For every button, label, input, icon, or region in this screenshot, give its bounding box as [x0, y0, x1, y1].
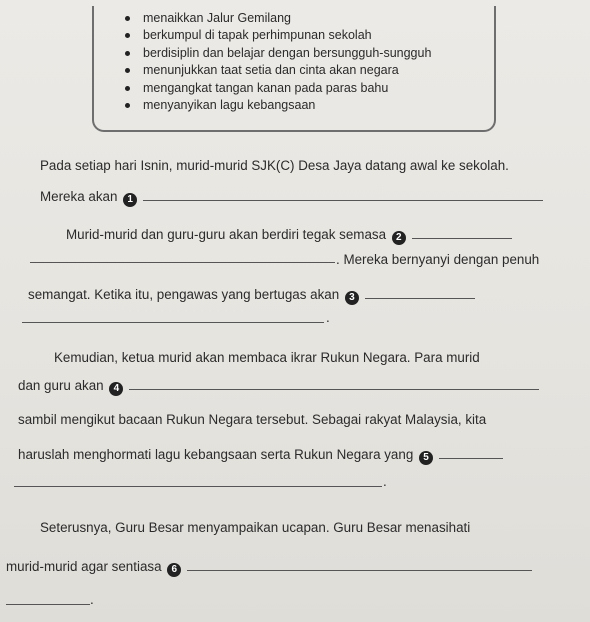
word-bank-item: menunjukkan taat setia dan cinta akan negara [143, 62, 431, 79]
word-bank-item: menyanyikan lagu kebangsaan [143, 97, 431, 114]
passage-text: murid-murid agar sentiasa [6, 559, 162, 574]
answer-blank-6[interactable] [187, 558, 532, 571]
passage-text: semangat. Ketika itu, pengawas yang bertugas akan [28, 287, 340, 302]
answer-blank-4[interactable] [129, 377, 539, 390]
passage-text: dan guru akan [18, 378, 104, 393]
passage-line: . Mereka bernyanyi dengan penuh [336, 252, 540, 267]
answer-blank-2-continued[interactable] [30, 262, 335, 263]
answer-blank-2[interactable] [412, 226, 512, 239]
passage-line: Kemudian, ketua murid akan membaca ikrar Rukun Negara. Para murid [54, 350, 480, 365]
passage-line [40, 188, 543, 207]
passage-line: Seterusnya, Guru Besar menyampaikan ucapan. Guru Besar menasihati [40, 520, 471, 535]
answer-blank-5[interactable] [439, 446, 503, 459]
answer-blank-5-continued[interactable] [14, 486, 382, 487]
passage-line [28, 286, 475, 305]
word-bank-item: berkumpul di tapak perhimpunan sekolah [143, 27, 431, 44]
word-bank-item: mengangkat tangan kanan pada paras bahu [143, 80, 431, 97]
passage-text: haruslah menghormati lagu kebangsaan serta Rukun Negara yang [18, 447, 414, 462]
passage-text: Mereka akan [40, 189, 118, 204]
word-bank-item: berdisiplin dan belajar dengan bersungguh-sungguh [143, 45, 431, 62]
answer-blank-3-continued[interactable] [22, 322, 324, 323]
blank-number-4: 4 [109, 382, 123, 396]
word-bank-list [143, 10, 431, 114]
passage-line: Pada setiap hari Isnin, murid-murid SJK(C) Desa Jaya datang awal ke sekolah. [40, 158, 509, 173]
answer-blank-1[interactable] [143, 188, 543, 201]
passage-line [6, 558, 532, 577]
blank-number-6: 6 [167, 563, 181, 577]
passage-line: sambil mengikut bacaan Rukun Negara tersebut. Sebagai rakyat Malaysia, kita [18, 412, 487, 427]
passage-end: . [383, 474, 387, 489]
passage-line [18, 377, 539, 396]
passage-line [18, 446, 503, 465]
answer-blank-3[interactable] [365, 286, 475, 299]
passage-line [66, 226, 512, 245]
passage-end: . [326, 310, 330, 325]
blank-number-5: 5 [419, 451, 433, 465]
passage-text: Murid-murid dan guru-guru akan berdiri tegak semasa [66, 227, 387, 242]
blank-number-1: 1 [123, 193, 137, 207]
passage-end: . [90, 592, 94, 607]
blank-number-3: 3 [345, 291, 359, 305]
answer-blank-6-continued[interactable] [6, 604, 90, 605]
word-bank-item: menaikkan Jalur Gemilang [143, 10, 431, 27]
blank-number-2: 2 [392, 231, 406, 245]
